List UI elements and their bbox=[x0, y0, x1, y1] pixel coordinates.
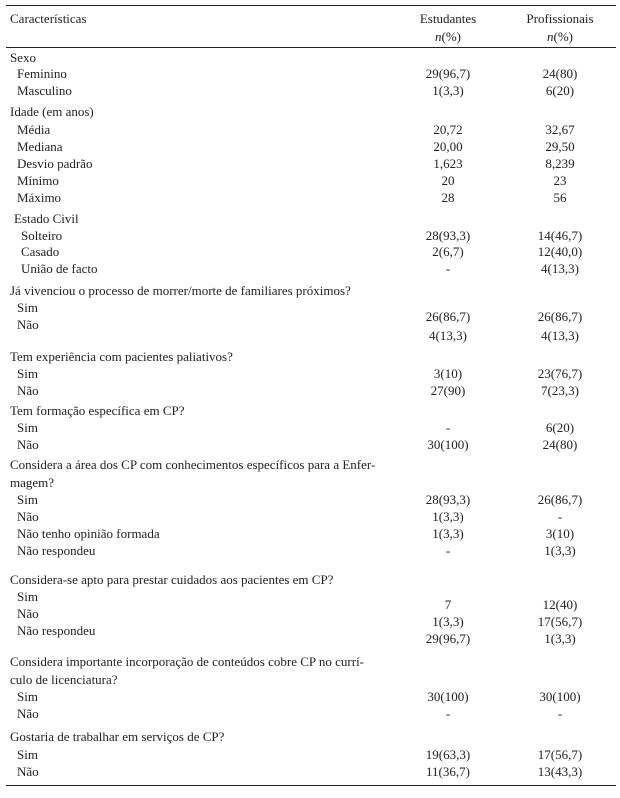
group-title-continued: magem? bbox=[10, 475, 55, 490]
student-value: 7 bbox=[444, 597, 452, 612]
professional-value: 12(40,0) bbox=[537, 244, 583, 259]
group-title: Idade (em anos) bbox=[10, 104, 94, 119]
group-title: Tem formação específica em CP? bbox=[10, 403, 185, 418]
student-value: 30(100) bbox=[427, 689, 469, 704]
student-value: 29(96,7) bbox=[425, 66, 471, 81]
student-value: 28(93,3) bbox=[425, 228, 471, 243]
professional-value: 7(23,3) bbox=[541, 383, 579, 398]
student-value: 1,623 bbox=[433, 156, 463, 171]
student-value: - bbox=[445, 420, 451, 435]
row-label: Sim bbox=[17, 420, 38, 435]
header-students: Estudantes bbox=[419, 11, 477, 26]
header-professionals: Profissionais bbox=[526, 11, 594, 26]
student-value: 11(36,7) bbox=[426, 764, 470, 779]
row-label: Não bbox=[17, 706, 39, 721]
professional-value: 14(46,7) bbox=[537, 228, 583, 243]
professional-value: 26(86,7) bbox=[537, 309, 583, 324]
student-value: 29(96,7) bbox=[425, 631, 471, 646]
row-label: Não bbox=[17, 509, 39, 524]
row-label: Casado bbox=[21, 244, 60, 259]
pct-label: (%) bbox=[441, 29, 461, 44]
student-value: 19(63,3) bbox=[425, 747, 471, 762]
student-value: 26(86,7) bbox=[425, 309, 471, 324]
row-label: Mediana bbox=[17, 139, 63, 154]
professional-value: 30(100) bbox=[539, 689, 581, 704]
row-label: União de facto bbox=[21, 261, 98, 276]
row-label: Não bbox=[17, 764, 39, 779]
group-title: Tem experiência com pacientes paliativos? bbox=[10, 349, 233, 364]
professional-value: 32,67 bbox=[545, 122, 575, 137]
professional-value: 17(56,7) bbox=[537, 614, 583, 629]
group-title: Considera-se apto para prestar cuidados aos pacientes em CP? bbox=[10, 572, 334, 587]
n-label: n bbox=[435, 29, 442, 44]
row-label: Máximo bbox=[17, 190, 62, 205]
group-title: Gostaria de trabalhar em serviços de CP? bbox=[10, 729, 225, 744]
professional-value: 23(76,7) bbox=[537, 366, 583, 381]
professional-value: 4(13,3) bbox=[541, 261, 579, 276]
group-title: Já vivenciou o processo de morrer/morte de familiares próximos? bbox=[10, 283, 351, 298]
student-value: - bbox=[445, 706, 451, 721]
student-value: 2(6,7) bbox=[432, 244, 464, 259]
professional-value: 24(80) bbox=[542, 437, 578, 452]
row-label: Média bbox=[17, 122, 51, 137]
group-title: Considera a área dos CP com conhecimentos específicos para a Enfer- bbox=[10, 457, 376, 472]
student-value: 3(10) bbox=[433, 366, 463, 381]
row-label: Sim bbox=[17, 689, 38, 704]
professional-value: 4(13,3) bbox=[541, 328, 579, 343]
professional-value: 3(10) bbox=[545, 526, 575, 541]
row-label: Sim bbox=[17, 492, 38, 507]
row-label: Sim bbox=[17, 300, 38, 315]
row-label: Mínimo bbox=[17, 173, 59, 188]
student-value: - bbox=[445, 543, 451, 558]
student-value: 20 bbox=[441, 173, 455, 188]
student-value: 4(13,3) bbox=[429, 328, 467, 343]
professional-value: 1(3,3) bbox=[544, 543, 576, 558]
row-label: Sim bbox=[17, 366, 38, 381]
row-label: Desvio padrão bbox=[17, 156, 93, 171]
professional-value: 13(43,3) bbox=[537, 764, 583, 779]
professional-value: 6(20) bbox=[545, 83, 575, 98]
header-professionals-unit bbox=[510, 29, 610, 45]
professional-value: 17(56,7) bbox=[537, 747, 583, 762]
professional-value: 12(40) bbox=[542, 597, 578, 612]
group-title: Estado Civil bbox=[14, 211, 79, 226]
row-label: Sim bbox=[17, 589, 38, 604]
row-label: Sim bbox=[17, 747, 38, 762]
student-value: 28(93,3) bbox=[425, 492, 471, 507]
professional-value: 26(86,7) bbox=[537, 492, 583, 507]
row-label: Não bbox=[17, 317, 39, 332]
professional-value: 8,239 bbox=[545, 156, 575, 171]
student-value: 27(90) bbox=[430, 383, 466, 398]
student-value: 20,00 bbox=[433, 139, 463, 154]
row-label: Não tenho opinião formada bbox=[17, 526, 160, 541]
n-label: n bbox=[547, 29, 554, 44]
professional-value: 29,50 bbox=[545, 139, 575, 154]
group-title: Considera importante incorporação de conteúdos cobre CP no currí- bbox=[10, 654, 365, 669]
student-value: 1(3,3) bbox=[432, 526, 464, 541]
pct-label: (%) bbox=[553, 29, 573, 44]
header-rule bbox=[6, 47, 616, 48]
row-label: Não respondeu bbox=[17, 623, 96, 638]
professional-value: 56 bbox=[553, 190, 567, 205]
header-characteristics: Características bbox=[10, 11, 87, 26]
professional-value: 6(20) bbox=[545, 420, 575, 435]
row-label: Não bbox=[17, 437, 39, 452]
professional-value: - bbox=[557, 706, 563, 721]
top-rule bbox=[6, 5, 616, 6]
header-students-unit bbox=[398, 29, 498, 45]
bottom-rule bbox=[6, 785, 616, 786]
professional-value: 23 bbox=[553, 173, 567, 188]
group-title-continued: culo de licenciatura? bbox=[10, 672, 118, 687]
professional-value: 24(80) bbox=[542, 66, 578, 81]
student-value: 30(100) bbox=[427, 437, 469, 452]
student-value: 1(3,3) bbox=[432, 614, 464, 629]
student-value: 20,72 bbox=[433, 122, 463, 137]
row-label: Solteiro bbox=[21, 228, 63, 243]
row-label: Não respondeu bbox=[17, 543, 96, 558]
student-value: 28 bbox=[441, 190, 455, 205]
row-label: Não bbox=[17, 606, 39, 621]
row-label: Masculino bbox=[17, 83, 72, 98]
group-title: Sexo bbox=[10, 50, 36, 65]
row-label: Não bbox=[17, 383, 39, 398]
professional-value: - bbox=[557, 509, 563, 524]
student-value: 1(3,3) bbox=[432, 509, 464, 524]
professional-value: 1(3,3) bbox=[544, 631, 576, 646]
student-value: - bbox=[445, 261, 451, 276]
row-label: Feminino bbox=[17, 66, 67, 81]
student-value: 1(3,3) bbox=[432, 83, 464, 98]
